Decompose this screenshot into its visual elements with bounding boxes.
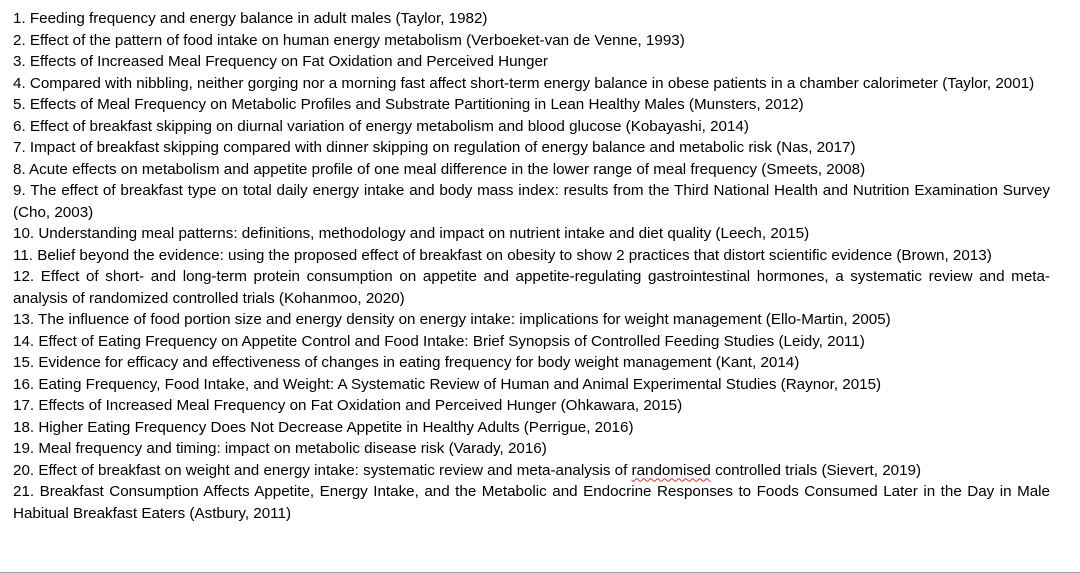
reference-item-6: 6. Effect of breakfast skipping on diurnal variation of energy metabolism and blood glucose (Kobayashi, 2014) — [13, 117, 749, 135]
reference-item-18: 18. Higher Eating Frequency Does Not Decrease Appetite in Healthy Adults (Perrigue, 2016) — [13, 418, 634, 436]
reference-item-3: 3. Effects of Increased Meal Frequency on Fat Oxidation and Perceived Hunger — [13, 53, 548, 70]
reference-item-10: 10. Understanding meal patterns: definitions, methodology and impact on nutrient intake and diet quality (Leech, 2015) — [13, 225, 810, 242]
reference-item-12: 12. Effect of short- and long-term protein consumption on appetite and appetite-regulating gastrointestinal hormones, a systematic review and meta-analysis of randomized controlled trials (Kohanmoo, 2020) — [13, 268, 1050, 307]
reference-item-11: 11. Belief beyond the evidence: using the proposed effect of breakfast on obesity to show 2 practices that distort scientific evidence (Brown, 2013) — [13, 246, 992, 264]
reference-list — [13, 8, 1050, 524]
reference-item-4: 4. Compared with nibbling, neither gorging nor a morning fast affect short-term energy balance in obese patients in a chamber calorimeter (Taylor, 2001) — [13, 74, 1035, 92]
reference-item-20 — [13, 460, 1050, 482]
reference-item-16: 16. Eating Frequency, Food Intake, and Weight: A Systematic Review of Human and Animal Experimental Studies (Raynor, 2015) — [13, 375, 882, 393]
reference-item-7: 7. Impact of breakfast skipping compared with dinner skipping on regulation of energy balance and metabolic risk (Nas, 2017) — [13, 139, 856, 156]
reference-item-8: 8. Acute effects on metabolism and appetite profile of one meal difference in the lower range of meal frequency (Smeets, 2008) — [13, 160, 866, 178]
reference-item-21: 21. Breakfast Consumption Affects Appetite, Energy Intake, and the Metabolic and Endocrine Responses to Foods Consumed Later in the Day in Male Habitual Breakfast Eaters (Astbury, 2011) — [13, 483, 1050, 522]
reference-item-9: 9. The effect of breakfast type on total daily energy intake and body mass index: results from the Third National Health and Nutrition Examination Survey (Cho, 2003) — [13, 182, 1050, 221]
reference-item-2: 2. Effect of the pattern of food intake on human energy metabolism (Verboeket-van de Venne, 1993) — [13, 31, 685, 49]
reference-item-19: 19. Meal frequency and timing: impact on metabolic disease risk (Varady, 2016) — [13, 440, 547, 457]
reference-item-1: 1. Feeding frequency and energy balance in adult males (Taylor, 1982) — [13, 10, 488, 27]
reference-item-17: 17. Effects of Increased Meal Frequency on Fat Oxidation and Perceived Hunger (Ohkawara, 2015) — [13, 397, 683, 414]
reference-item-20-text-start: 20. Effect of breakfast on weight and energy intake: systematic review and meta-analysis of — [13, 461, 632, 479]
reference-item-13: 13. The influence of food portion size and energy density on energy intake: implications for weight management (Ello-Martin, 2005) — [13, 311, 891, 328]
reference-item-20-text-end: controlled trials (Sievert, 2019) — [710, 461, 922, 479]
reference-item-15: 15. Evidence for efficacy and effectiveness of changes in eating frequency for body weight management (Kant, 2014) — [13, 354, 800, 371]
reference-item-5: 5. Effects of Meal Frequency on Metabolic Profiles and Substrate Partitioning in Lean Healthy Males (Munsters, 2012) — [13, 96, 804, 113]
reference-item-14: 14. Effect of Eating Frequency on Appetite Control and Food Intake: Brief Synopsis of Controlled Feeding Studies (Leidy, 2011) — [13, 332, 865, 350]
spellcheck-flagged-word[interactable]: randomised — [631, 461, 711, 479]
